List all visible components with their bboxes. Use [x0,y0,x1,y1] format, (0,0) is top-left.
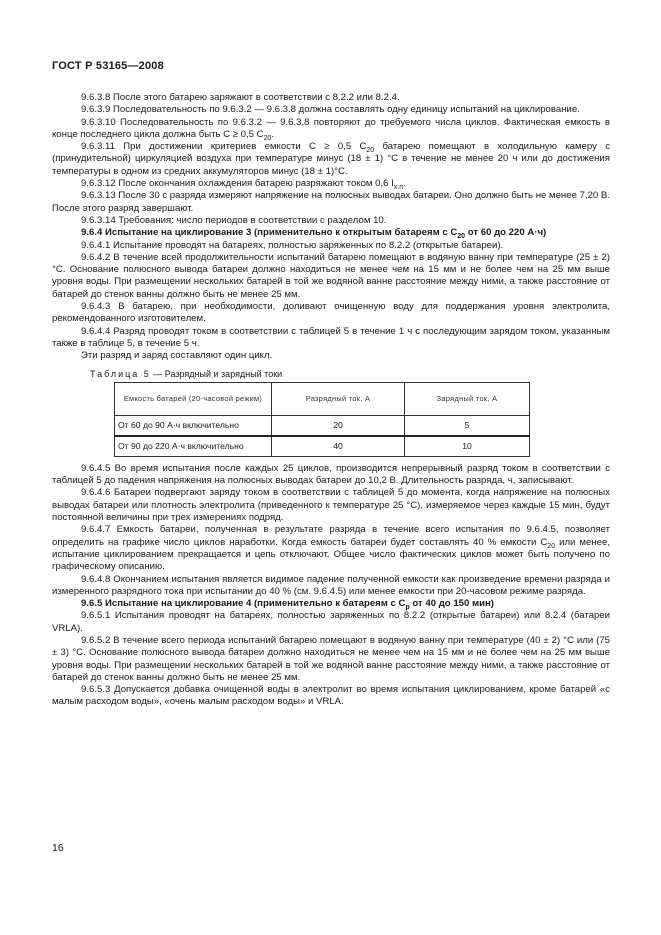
para-9-6-3-9: 9.6.3.9 Последовательность по 9.6.3.2 — 9.6.3.8 должна составлять одну единицу испытаний на циклирование. [81,104,580,116]
section-heading-9-6-4: 9.6.4 Испытание на циклирование 3 (применительно к открытым батареям с $C_{20}$ от 60 до 220 А·ч) [81,227,547,241]
table-header-cell: Разрядный ток, А [272,382,405,415]
para-9-6-5-3: 9.6.5.3 Допускается добавка очищенной воды в электролит во время испытания циклированием, кроме батарей «с малым расходом воды», «очень малым расходом воды» и VRLA. [52,684,610,708]
para-9-6-4-4: 9.6.4.4 Разряд проводят током в соответствии с таблицей 5 в течение 1 ч с последующим зарядом током, указанным также в таблице 5, в течение 5 ч. [52,325,610,349]
para-9-6-4-6: 9.6.4.6 Батареи подвергают заряду током в соответствии с таблицей 5 до момента, когда напряжение на полюсных выводах батареи или плотность электролита (приведенного к температуре 25 °С), измеряемое через каждые 15 мин, будут постоянной величины при трех измерениях подряд. [52,487,610,524]
table-cell: От 60 до 90 А·ч включительно [115,415,272,436]
para-9-6-5-1: 9.6.5.1 Испытания проводят на батареях, полностью заряженных по 8.2.2 (открытые батареи) или 8.2.4 (батареи VRLA). [52,610,610,634]
para-9-6-3-10: 9.6.3.10 Последовательность по 9.6.3.2 — 9.6.3.8 повторяют до требуемого числа циклов. Фактическая емкость в конце последнего цикла должна быть C ≥ 0,5 $C_{20}$. [52,116,610,142]
para-9-6-3-12: 9.6.3.12 После окончания охлаждения батарею разряжают током 0,6 $I_{х.п}$. [81,178,406,191]
table-row [115,436,530,457]
table-header-cell: Зарядный ток, А [405,382,530,415]
table-header-cell: Емкость батарей (20-часовой режим) [115,382,272,415]
table-cell: 10 [405,436,530,457]
table-5-caption: Таблица 5 — Разрядный и зарядный токи [90,368,283,379]
para-9-6-4-8: 9.6.4.8 Окончанием испытания является видимое падение полученной емкости как произведение времени разряда и измеренного разрядного тока при испытании до 40 % (см. 9.6.4.5) или менее емкости при 20-часовом режиме разряда. [52,573,610,597]
para-9-6-3-11: 9.6.3.11 При достижении критериев емкости C ≥ 0,5 $C_{20}$ батарею помещают в холодильную камеру с (принудительной) циркуляцией воздуха при температуре минус (18 ± 1) °С в течение не менее 20 ч или до достижения температуры в одном из средних аккумуляторов минус (18 ± 1)°С. [52,141,610,177]
para-9-6-4-5: 9.6.4.5 Во время испытания после каждых 25 циклов, производится непрерывный разряд током в соответствии с таблицей 5 до падения напряжения на полюсных выводах батареи до 10,2 В. Длительность разряда, ч, записывают. [52,462,610,487]
para-9-6-3-8: 9.6.3.8 После этого батарею заряжают в соответствии с 8.2.2 или 8.2.4. [81,92,400,103]
document-body [52,92,610,709]
para-cycle-note: Эти разряд и заряд составляют один цикл. [81,350,273,362]
para-9-6-3-13: 9.6.3.13 После 30 с разряда измеряют напряжение на полюсных выводах батареи. Оно должно быть не менее 7,20 В. После этого разряд завершают. [52,190,610,214]
section-heading-9-6-5: 9.6.5 Испытание на циклирование 4 (применительно к батареям с $C_p$ от 40 до 150 мин) [81,598,494,611]
para-9-6-4-2: 9.6.4.2 В течение всей продолжительности испытаний батарею помещают в водяную ванну при температуре (25 ± 2) °С. Основание полюсного вывода батареи должно находиться не менее чем на 15 мм и не более чем на 25 мм выше уровня воды. При размещении нескольких батарей в той же водяной ванне расстояние между ними, а также расстояние от батарей до стенок ванны должно быть не менее 25 мм. [52,251,610,300]
para-9-6-4-1: 9.6.4.1 Испытание проводят на батареях, полностью заряженных по 8.2.2 (открытые батареи). [81,239,504,251]
para-9-6-3-14: 9.6.3.14 Требования: число периодов в соответствии с разделом 10. [81,214,387,226]
para-9-6-4-7: 9.6.4.7 Емкость батареи, полученная в результате разряда в течение всего испытания по 9.6.4.5, позволяет определить на графике число циклов наработки. Когда емкость батареи будет составлять 40 % емкости $C_{20}$ или менее, испытание циклированием прекращается и цепь отключают. Общее число фактических циклов может быть получено по графическому описанию. [52,524,610,573]
document-header: ГОСТ Р 53165—2008 [52,60,164,72]
table-cell: 20 [272,415,405,436]
table-cell: От 90 до 220 А·ч включительно [115,436,272,457]
table-cell: 5 [405,415,530,436]
para-9-6-5-2: 9.6.5.2 В течение всего периода испытаний батарею помещают в водяную ванну при температуре (40 ± 2) °С или (75 ± 3) °С. Основание полюсного вывода батареи должно находиться не менее чем на 15 мм и не более чем на 25 мм выше уровня воды. При размещении нескольких батарей в той же водяной ванне расстояние между ними, а также расстояние от батарей до стенок ванны должно быть не менее 25 мм. [52,634,610,683]
table-5 [114,382,530,457]
table-header-row [115,382,530,415]
para-9-6-4-3: 9.6.4.3 В батарею, при необходимости, доливают очищенную воду для поддержания уровня электролита, рекомендованного изготовителем. [52,301,610,325]
table-row [115,415,530,436]
table-cell: 40 [272,436,405,457]
page-number: 16 [52,842,64,854]
